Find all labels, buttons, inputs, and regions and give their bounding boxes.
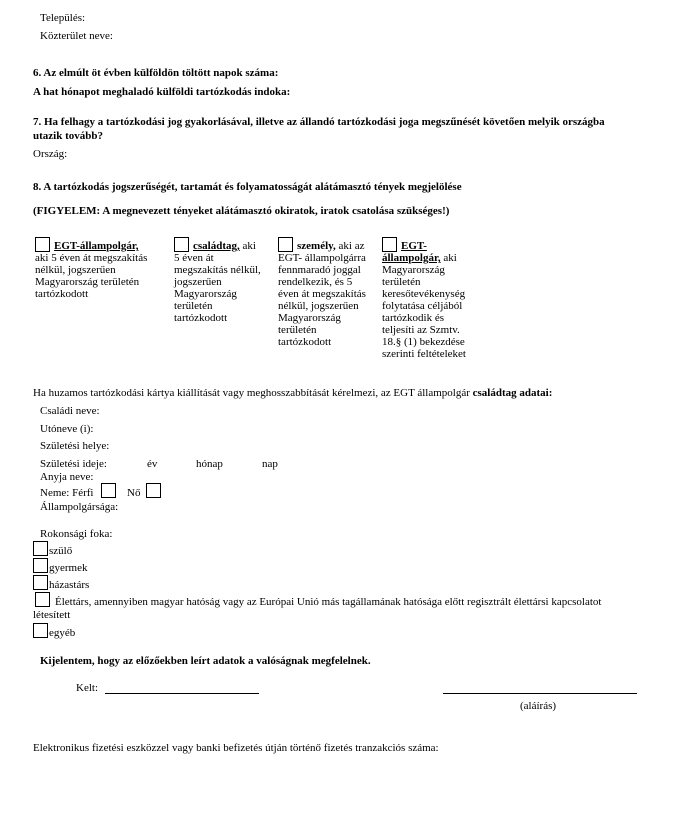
option-line: keresőtevékenység [382, 288, 466, 300]
male-checkbox[interactable] [101, 483, 116, 498]
q8-title: 8. A tartózkodás jogszerűségét, tartamát és folyamatosságát alátámasztó tények megjelölése [33, 181, 462, 193]
option-person-head: személy, [297, 240, 336, 252]
family-name-label: Családi neve: [40, 405, 100, 417]
option-line: Magyarország [278, 312, 341, 324]
option-family-member-checkbox[interactable] [174, 237, 189, 252]
kinship-label: Rokonsági foka: [40, 528, 113, 540]
other-checkbox[interactable] [33, 623, 48, 638]
female-checkbox[interactable] [146, 483, 161, 498]
option-line: szerinti feltételeket [382, 348, 466, 360]
parent-checkbox[interactable] [33, 541, 48, 556]
option-person-tail: aki az [335, 240, 365, 252]
q6-title: 6. Az elmúlt öt évben külföldön töltött napok száma: [33, 67, 279, 79]
option-line: aki 5 éven át megszakítás [35, 252, 148, 264]
q7-title-line2: utazik tovább? [33, 130, 103, 142]
option-line: megszakítás nélkül, [174, 264, 261, 276]
option-line: tartózkodott [278, 336, 332, 348]
option-eea-worker-checkbox[interactable] [382, 237, 397, 252]
option-person [278, 237, 380, 348]
female-label: Nő [127, 487, 141, 499]
option-line: fennmaradó joggal [278, 264, 361, 276]
option-eea-worker-tail: aki [440, 252, 457, 264]
sex-label: Neme: Férfi [40, 487, 94, 499]
family-intro-bold: családtag adatai: [472, 387, 553, 399]
option-eea-worker-head: EGT- [401, 240, 427, 252]
option-line: területén [174, 300, 213, 312]
other-label: egyéb [49, 627, 76, 639]
birth-place-label: Születési helye: [40, 440, 110, 452]
date-label: Kelt: [76, 682, 98, 694]
option-eea-worker [382, 237, 492, 360]
q7-title-line1: 7. Ha felhagy a tartózkodási jog gyakorlásával, illetve az állandó tartózkodási joga megszűnését követően melyik országba [33, 116, 605, 128]
option-line: EGT- állampolgárra [278, 252, 366, 264]
option-line: Magyarország területén [35, 276, 140, 288]
country-label: Ország: [33, 148, 68, 160]
year-label: év [147, 458, 158, 470]
option-line: tartózkodik és [382, 312, 445, 324]
option-line: tartózkodott [174, 312, 228, 324]
q6-reason: A hat hónapot meghaladó külföldi tartózkodás indoka: [33, 86, 291, 98]
spouse-checkbox[interactable] [33, 575, 48, 590]
spouse-label: házastárs [49, 579, 90, 591]
child-checkbox[interactable] [33, 558, 48, 573]
option-family-member-tail: aki [239, 240, 256, 252]
citizenship-label: Állampolgársága: [40, 501, 119, 513]
option-family-member [174, 237, 274, 324]
day-label: nap [262, 458, 278, 470]
option-family-member-head: családtag, [193, 240, 240, 252]
signature-label: (aláírás) [520, 700, 557, 712]
option-line: 18.§ (1) bekezdése [382, 336, 465, 348]
mother-name-label: Anyja neve: [40, 471, 94, 483]
partner-label-line2: létesített [33, 609, 71, 621]
option-line: rendelkezik, és 5 [278, 276, 353, 288]
birth-date-label: Születési ideje: [40, 458, 107, 470]
signature-line[interactable] [443, 693, 637, 694]
family-intro [33, 387, 552, 400]
option-line: teljesíti az Szmtv. [382, 324, 460, 336]
option-line: Magyarország [382, 264, 445, 276]
parent-label: szülő [49, 545, 73, 557]
option-line: területén [382, 276, 421, 288]
option-eea-citizen-checkbox[interactable] [35, 237, 50, 252]
option-eea-worker-head2: állampolgár, [382, 252, 441, 264]
option-line: Magyarország [174, 288, 237, 300]
option-line: nélkül, jogszerűen [35, 264, 116, 276]
partner-label-line1: Élettárs, amennyiben magyar hatóság vagy az Európai Unió más tagállamának hatósága előtt regisztrált élettársi kapcsolatot [55, 596, 602, 608]
option-line: területén [278, 324, 317, 336]
option-line: tartózkodott [35, 288, 89, 300]
option-eea-citizen [35, 237, 165, 300]
declaration: Kijelentem, hogy az előzőekben leírt adatok a valóságnak megfelelnek. [40, 655, 371, 667]
option-line: jogszerűen [174, 276, 222, 288]
partner-checkbox[interactable] [35, 592, 50, 607]
option-line: éven át megszakítás [278, 288, 366, 300]
option-line: folytatása céljából [382, 300, 463, 312]
child-label: gyermek [49, 562, 88, 574]
q8-warning: (FIGYELEM: A megnevezett tényeket alátámasztó okiratok, iratok csatolása szükséges!) [33, 205, 450, 217]
month-label: hónap [196, 458, 223, 470]
payment-label: Elektronikus fizetési eszközzel vagy banki befizetés útján történő fizetés tranzakciós száma: [33, 742, 439, 754]
family-intro-text: Ha huzamos tartózkodási kártya kiállítását vagy meghosszabbítását kérelmezi, az EGT állampolgár [33, 387, 473, 399]
given-name-label: Utóneve (i): [40, 423, 94, 435]
option-eea-citizen-head: EGT-állampolgár, [54, 240, 139, 252]
option-line: 5 éven át [174, 252, 214, 264]
street-label: Közterület neve: [40, 30, 113, 42]
date-line[interactable] [105, 693, 259, 694]
settlement-label: Település: [40, 12, 86, 24]
option-line: nélkül, jogszerűen [278, 300, 359, 312]
option-person-checkbox[interactable] [278, 237, 293, 252]
